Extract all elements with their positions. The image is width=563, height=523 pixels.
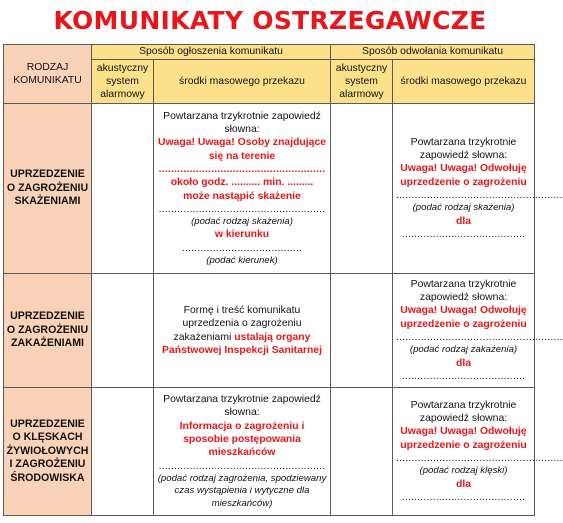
row-kind: UPRZEDZENIE O ZAGROŻENIU ZAKAŻENIAMI [4, 274, 92, 388]
table-row [4, 104, 535, 274]
acoustic-cancel-cell [331, 104, 393, 274]
warning-table [3, 44, 563, 516]
header-media-announce: środki masowego przekazu [154, 60, 331, 104]
media-cancel-cell: Powtarzana trzykrotnie zapowiedź słowna: Uwaga! Uwaga! Odwołuję uprzedzenie o zagrożeniu ...................................................... (podać rodzaj zakażenia) dla ........................................ [393, 274, 535, 388]
header-acoustic-cancel: akustyczny system alarmowy [331, 60, 393, 104]
media-announce-cell: Formę i treść komunikatu uprzedzenia o zagrożeniu zakażeniami ustalają organy Państwowej Inspekcji Sanitarnej [154, 274, 331, 388]
header-cancel: Sposób odwołania komunikatu [331, 45, 535, 60]
header-row-1 [4, 45, 535, 60]
media-cancel-cell: Powtarzana trzykrotnie zapowiedź słowna: Uwaga! Uwaga! Odwołuję uprzedzenie o zagrożeniu ...................................................... (podać rodzaj klęski) dla ........................................ [393, 388, 535, 516]
table-row [4, 388, 535, 516]
header-announce: Sposób ogłoszenia komunikatu [92, 45, 331, 60]
acoustic-cancel-cell [331, 274, 393, 388]
acoustic-announce-cell [92, 388, 154, 516]
row-kind: UPRZEDZENIE O ZAGROŻENIU SKAŻENIAMI [4, 104, 92, 274]
header-acoustic-announce: akustyczny system alarmowy [92, 60, 154, 104]
table-row [4, 274, 535, 388]
page-title: KOMUNIKATY OSTRZEGAWCZE [53, 6, 487, 35]
row-kind: UPRZEDZENIE O KLĘSKACH ŻYWIOŁOWYCH I ZAGROŻENIU ŚRODOWISKA [4, 388, 92, 516]
acoustic-announce-cell [92, 274, 154, 388]
media-cancel-cell: Powtarzana trzykrotnie zapowiedź słowna: Uwaga! Uwaga! Odwołuję uprzedzenie o zagrożeniu ...................................................... (podać rodzaj skażenia) dla ........................................ [393, 104, 535, 274]
acoustic-announce-cell [92, 104, 154, 274]
media-announce-cell: Powtarzana trzykrotnie zapowiedź słowna: Informacja o zagrożeniu i sposobie postępowania mieszkańców ...................................................... (podać rodzaj zagrożenia, spodziewany czas wystąpienia i wytyczne dla mieszkańców) [154, 388, 331, 516]
media-announce-cell: Powtarzana trzykrotnie zapowiedź słowna: Uwaga! Uwaga! Osoby znajdujące się na terenie ...................................................... około godz. .......... min. ......... może nastąpić skażenie ...................................................... (podać rodzaj skażenia) w kierunku ....................................... (podać kierunek) [154, 104, 331, 274]
header-media-cancel: środki masowego przekazu [393, 60, 535, 104]
acoustic-cancel-cell [331, 388, 393, 516]
header-kind: RODZAJ KOMUNIKATU [4, 45, 92, 104]
